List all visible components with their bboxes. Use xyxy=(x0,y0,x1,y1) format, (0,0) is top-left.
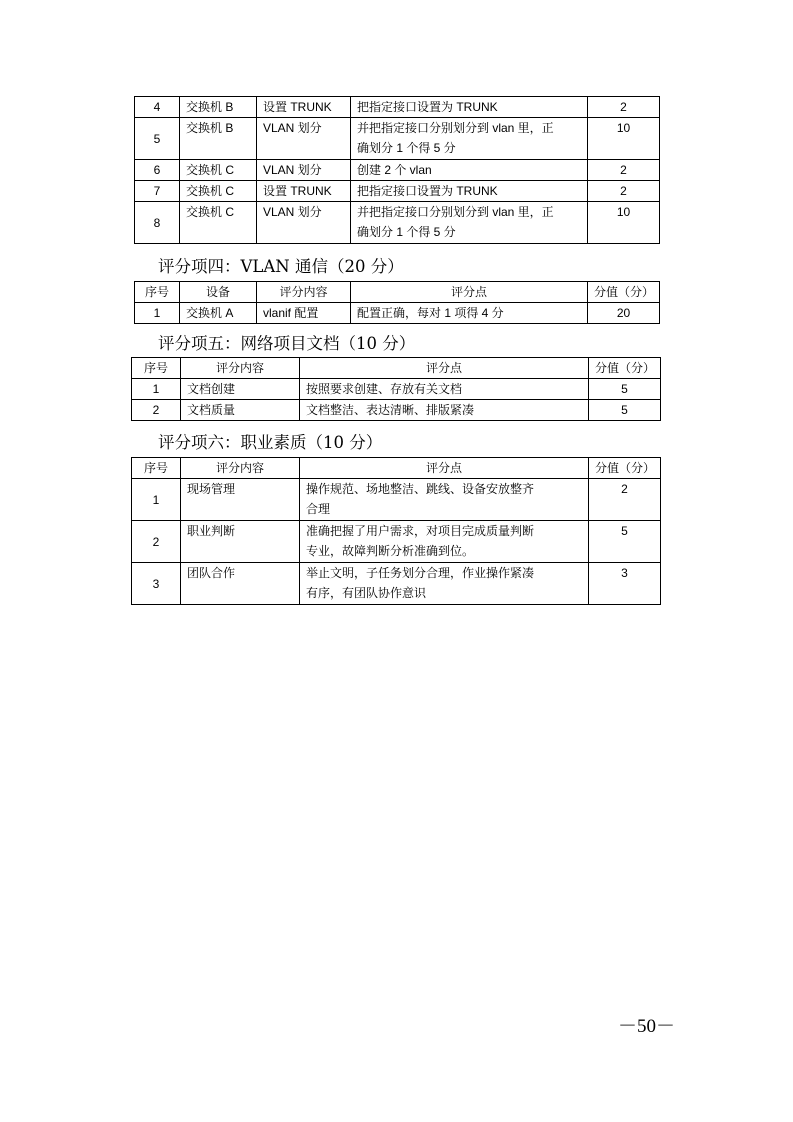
device-cell: 交换机 C xyxy=(180,181,257,202)
header-seq: 序号 xyxy=(132,458,181,479)
point-line: 创建 2 个 vlan xyxy=(357,163,432,177)
point-line: 把指定接口设置为 TRUNK xyxy=(357,184,498,198)
table-row xyxy=(135,181,660,202)
content-cell: 设置 TRUNK xyxy=(257,97,351,118)
scoring-table-top xyxy=(134,96,660,244)
content-cell: 现场管理 xyxy=(181,479,300,521)
seq-cell: 4 xyxy=(135,97,180,118)
section-heading: 评分项六：职业素质（10 分） xyxy=(158,433,383,452)
point-line: 专业，故障判断分析准确到位。 xyxy=(306,544,475,558)
content-cell: vlanif 配置 xyxy=(257,303,351,324)
header-score: 分值（分） xyxy=(589,358,661,379)
point-cell xyxy=(351,181,588,202)
header-seq: 序号 xyxy=(135,282,180,303)
header-point: 评分点 xyxy=(300,458,589,479)
content-cell: 文档质量 xyxy=(181,400,300,421)
table-header-row xyxy=(132,358,661,379)
score-cell: 2 xyxy=(589,479,661,521)
seq-cell: 7 xyxy=(135,181,180,202)
point-line: 把指定接口设置为 TRUNK xyxy=(357,100,498,114)
score-cell: 20 xyxy=(588,303,660,324)
point-cell: 按照要求创建、存放有关文档 xyxy=(300,379,589,400)
device-cell: 交换机 A xyxy=(180,303,257,324)
header-point: 评分点 xyxy=(351,282,588,303)
scoring-table-professionalism xyxy=(131,457,661,605)
seq-cell: 2 xyxy=(132,521,181,563)
header-score: 分值（分） xyxy=(589,458,661,479)
table-row xyxy=(135,97,660,118)
header-seq: 序号 xyxy=(132,358,181,379)
content-cell: 职业判断 xyxy=(181,521,300,563)
content-cell: VLAN 划分 xyxy=(257,160,351,181)
seq-cell: 5 xyxy=(135,118,180,160)
device-cell: 交换机 C xyxy=(180,202,257,244)
point-cell xyxy=(300,563,589,605)
seq-cell: 1 xyxy=(132,379,181,400)
section-heading: 评分项五：网络项目文档（10 分） xyxy=(158,334,416,353)
point-line: 举止文明，子任务划分合理，作业操作紧凑 xyxy=(306,566,535,580)
seq-cell: 8 xyxy=(135,202,180,244)
seq-cell: 2 xyxy=(132,400,181,421)
score-cell: 2 xyxy=(588,97,660,118)
device-cell: 交换机 B xyxy=(180,97,257,118)
content-cell: 设置 TRUNK xyxy=(257,181,351,202)
header-device: 设备 xyxy=(180,282,257,303)
table-row xyxy=(132,379,661,400)
point-cell xyxy=(300,479,589,521)
scoring-table-vlan-comm xyxy=(134,281,660,324)
header-content: 评分内容 xyxy=(181,458,300,479)
point-cell xyxy=(351,118,588,160)
point-line: 有序，有团队协作意识 xyxy=(306,586,427,600)
content-cell: 文档创建 xyxy=(181,379,300,400)
score-cell: 3 xyxy=(589,563,661,605)
device-cell: 交换机 C xyxy=(180,160,257,181)
content-cell: VLAN 划分 xyxy=(257,202,351,244)
seq-cell: 1 xyxy=(135,303,180,324)
table-header-row xyxy=(132,458,661,479)
section-heading: 评分项四：VLAN 通信（20 分） xyxy=(158,257,404,276)
header-content: 评分内容 xyxy=(181,358,300,379)
table-row xyxy=(132,400,661,421)
content-cell: VLAN 划分 xyxy=(257,118,351,160)
header-point: 评分点 xyxy=(300,358,589,379)
seq-cell: 3 xyxy=(132,563,181,605)
point-cell xyxy=(300,521,589,563)
score-cell: 10 xyxy=(588,118,660,160)
content-cell: 团队合作 xyxy=(181,563,300,605)
point-line: 操作规范、场地整洁、跳线、设备安放整齐 xyxy=(306,482,535,496)
table-row xyxy=(132,563,661,605)
point-line: 合理 xyxy=(306,502,331,516)
table-row xyxy=(135,202,660,244)
point-line: 准确把握了用户需求，对项目完成质量判断 xyxy=(306,524,535,538)
table-header-row xyxy=(135,282,660,303)
score-cell: 5 xyxy=(589,400,661,421)
header-content: 评分内容 xyxy=(257,282,351,303)
table-row xyxy=(132,521,661,563)
point-line: 并把指定接口分别划分到 vlan 里，正 xyxy=(357,205,554,219)
header-score: 分值（分） xyxy=(588,282,660,303)
score-cell: 10 xyxy=(588,202,660,244)
point-line: 并把指定接口分别划分到 vlan 里，正 xyxy=(357,121,554,135)
point-line: 确划分 1 个得 5 分 xyxy=(357,225,456,239)
table-row xyxy=(135,303,660,324)
seq-cell: 6 xyxy=(135,160,180,181)
table-row xyxy=(135,118,660,160)
point-cell: 文档整洁、表达清晰、排版紧凑 xyxy=(300,400,589,421)
point-cell xyxy=(351,97,588,118)
point-cell xyxy=(351,202,588,244)
score-cell: 2 xyxy=(588,181,660,202)
table-row xyxy=(132,479,661,521)
score-cell: 2 xyxy=(588,160,660,181)
point-cell xyxy=(351,160,588,181)
seq-cell: 1 xyxy=(132,479,181,521)
device-cell: 交换机 B xyxy=(180,118,257,160)
point-cell: 配置正确，每对 1 项得 4 分 xyxy=(351,303,588,324)
score-cell: 5 xyxy=(589,379,661,400)
scoring-table-documentation xyxy=(131,357,661,421)
table-row xyxy=(135,160,660,181)
point-line: 确划分 1 个得 5 分 xyxy=(357,141,456,155)
score-cell: 5 xyxy=(589,521,661,563)
page-number: －50－ xyxy=(618,1016,676,1037)
